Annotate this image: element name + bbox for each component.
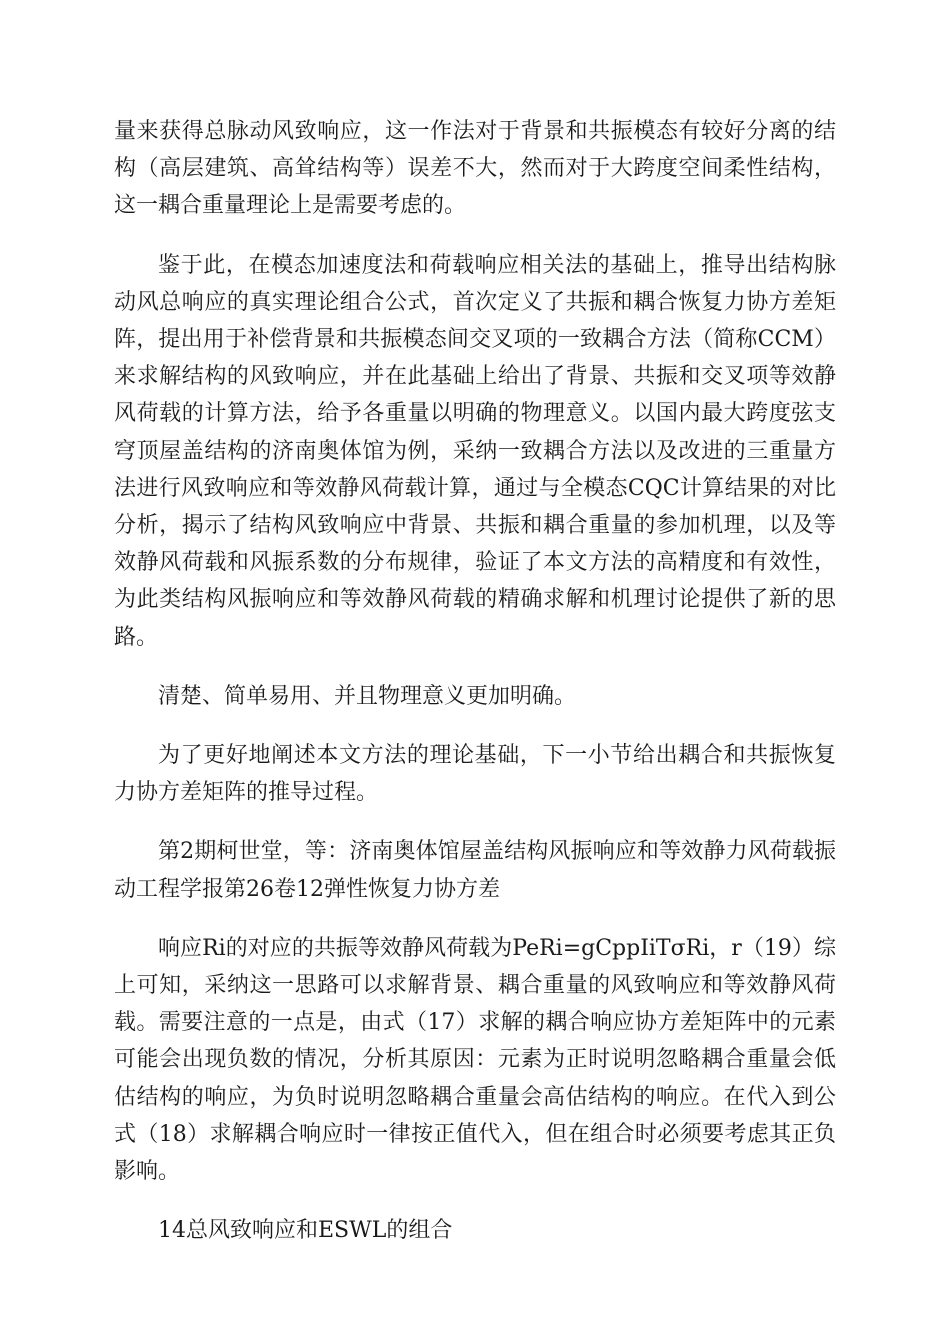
paragraph-resonant-eswl: 响应Ri的对应的共振等效静风荷载为PeRi=gCppIiTσRi，r（19）综上可知，采纳这一思路可以求解背景、耦合重量的风致响应和等效静风荷载。需要注意的一点是，由式（17）求解的耦合响应协方差矩阵中的元素可能会出现负数的情况，分析其原因：元素为正时说明忽略耦合重量会低估结构的响应，为负时说明忽略耦合重量会高估结构的响应。在代入到公式（18）求解耦合响应时一律按正值代入，但在组合时必须要考虑其正负影响。: [114, 935, 836, 1185]
paragraph-method-summary: 鉴于此，在模态加速度法和荷载响应相关法的基础上，推导出结构脉动风总响应的真实理论组合公式，首次定义了共振和耦合恢复力协方差矩阵，提出用于补偿背景和共振模态间交叉项的一致耦合方法（简称CCM）来求解结构的风致响应，并在此基础上给出了背景、共振和交叉项等效静风荷载的计算方法，给予各重量以明确的物理意义。以国内最大跨度弦支穹顶屋盖结构的济南奥体馆为例，采纳一致耦合方法以及改进的三重量方法进行风致响应和等效静风荷载计算，通过与全模态CQC计算结果的对比分析，揭示了结构风致响应中背景、共振和耦合重量的参加机理，以及等效静风荷载和风振系数的分布规律，验证了本文方法的高精度和有效性，为此类结构风振响应和等效静风荷载的精确求解和机理讨论提供了新的思路。: [114, 252, 836, 650]
paragraph-next-section-intro: 为了更好地阐述本文方法的理论基础，下一小节给出耦合和共振恢复力协方差矩阵的推导过程。: [114, 743, 836, 806]
paragraph-journal-header: 第2期柯世堂，等：济南奥体馆屋盖结构风振响应和等效静力风荷载振动工程学报第26卷12弹性恢复力协方差: [114, 839, 836, 902]
section-heading: 14总风致响应和ESWL的组合: [158, 1218, 453, 1244]
paragraph-short-note: 清楚、简单易用、并且物理意义更加明确。: [158, 683, 577, 709]
paragraph-continuation: 量来获得总脉动风致响应，这一作法对于背景和共振模态有较好分离的结构（高层建筑、高耸结构等）误差不大，然而对于大跨度空间柔性结构，这一耦合重量理论上是需要考虑的。: [114, 119, 836, 219]
document-page: [114, 113, 836, 1249]
